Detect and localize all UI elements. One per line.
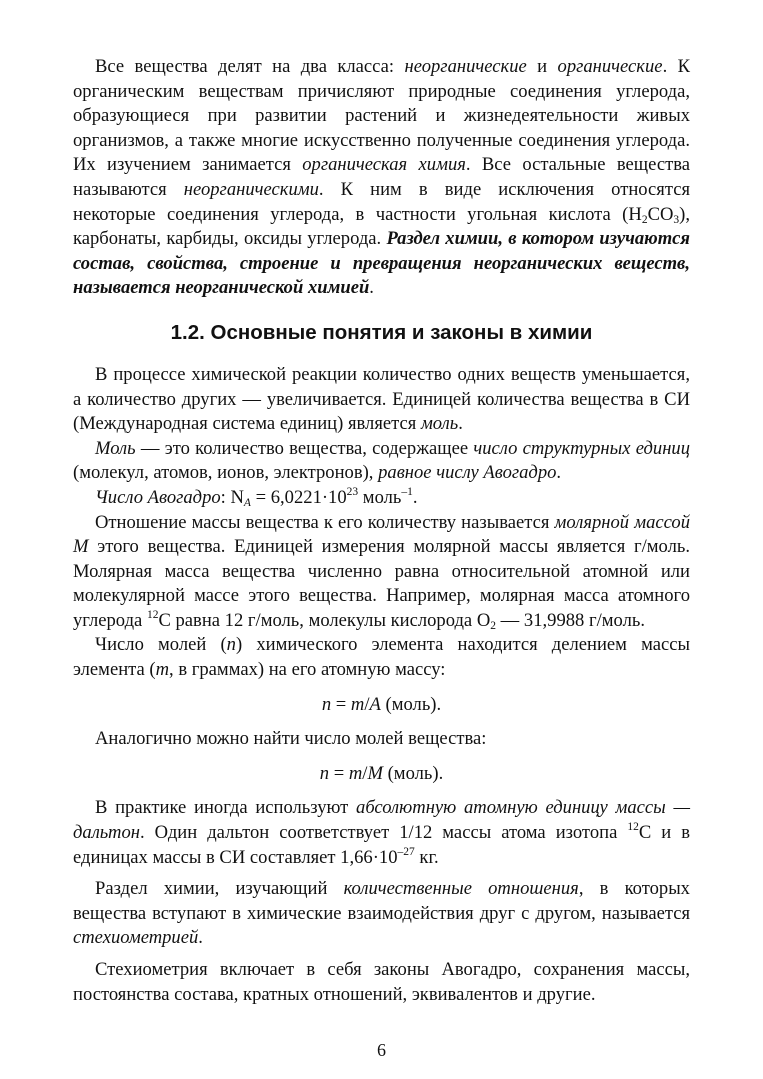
paragraph-moles-substance: Аналогично можно найти число молей вещества:: [95, 728, 487, 750]
definition-bold-italic: Раздел химии, в котором изучаются состав, свойства, строение и превращения неорганических веществ, называется неорганической химией: [73, 228, 690, 299]
text: .: [198, 927, 203, 949]
text: Все вещества делят на два класса:: [95, 56, 405, 77]
text: этого вещества. Единицей измерения молярной массы является г/моль. Молярная масса вещества численно равна относительной атомной или молекулярной массе этого вещества. Например, молярная масса атомного углерода: [73, 536, 690, 631]
subscript: 2: [490, 619, 497, 632]
text: (моль).: [380, 693, 442, 715]
text: ), карбонаты, карбиды, оксиды углерода.: [73, 203, 690, 250]
text: (молекул, атомов, ионов, электронов),: [73, 462, 379, 484]
text: .: [458, 413, 463, 435]
text: — это количество вещества, содержащее: [135, 437, 474, 459]
formula-var: A: [369, 693, 381, 715]
paragraph-molar-mass: [73, 511, 690, 634]
subscript: 3: [673, 213, 680, 226]
text: .: [369, 277, 374, 299]
text: В практике иногда используют: [95, 797, 357, 819]
paragraph-laws: Стехиометрия включает в себя законы Авогадро, сохранения массы, постоянства состава, кратных отношений, эквивалентов и другие.: [73, 959, 690, 1005]
text: моль: [358, 486, 402, 508]
superscript: 12: [146, 608, 159, 621]
text: . Один дальтон соответствует 1/12 массы атома изотопа: [139, 822, 628, 844]
text: В процессе химической реакции количество одних веществ уменьшается, а количество других — увеличивается. Единицей количества вещества в СИ (Международная система единиц) является: [73, 363, 690, 435]
text: /: [362, 762, 368, 784]
formula-var: M: [367, 762, 383, 784]
superscript: 23: [346, 485, 359, 498]
superscript: –1: [401, 485, 413, 498]
page-content: [73, 55, 690, 1007]
paragraph-dalton: [73, 796, 690, 870]
text: C и в единицах массы в СИ составляет 1,66·10: [73, 822, 690, 868]
text-italic: стехиометрией: [73, 927, 199, 949]
section-heading: 1.2. Основные понятия и законы в химии: [170, 320, 593, 344]
paragraph-avogadro: [73, 486, 690, 511]
formula-n-m-a: [73, 693, 690, 718]
text: C равна 12 г/моль, молекулы кислорода O: [158, 609, 491, 631]
formula-var: m: [348, 762, 363, 784]
text: . К органическим веществам причисляют природные соединения углерода, образующиеся при развитии растений и жизнедеятельности живых организмов, а также многие искусственно полученные соединения углерода. Их изучением занимается: [73, 56, 691, 176]
text-italic: органические: [557, 56, 663, 77]
paragraph-mole-definition: [73, 437, 690, 486]
text: Отношение массы вещества к его количеству называется: [95, 511, 555, 533]
text: = 6,0221·10: [250, 486, 347, 508]
text: =: [329, 762, 349, 784]
paragraph-classes: [73, 55, 690, 301]
text: , в которых вещества вступают в химические взаимодействия друг с другом, называется: [73, 878, 690, 924]
text: .: [556, 462, 562, 484]
text-italic: абсолютную атомную единицу массы — дальтон: [73, 797, 690, 844]
text: /: [364, 693, 370, 715]
superscript: –27: [397, 845, 415, 858]
subscript: A: [243, 496, 251, 509]
text: кг.: [414, 846, 439, 868]
text: . К ним в виде исключения относятся некоторые соединения углерода, в частности угольная кислота (H: [73, 178, 690, 225]
text-italic: органическая химия: [302, 154, 466, 176]
superscript: 12: [627, 821, 639, 834]
text: (моль).: [382, 762, 444, 784]
text-italic: число структурных единиц: [473, 437, 691, 459]
formula-var: m: [350, 693, 365, 715]
text-italic: Число Авогадро: [95, 486, 221, 508]
text-italic: равное числу Авогадро: [378, 462, 557, 484]
text: и: [526, 56, 558, 77]
text: , в граммах) на его атомную массу:: [169, 659, 446, 681]
text-italic: Моль: [95, 437, 136, 459]
paragraph-moles-element: [73, 633, 690, 682]
text: . Все остальные вещества называются: [73, 154, 690, 200]
text-italic: неорганическими: [183, 178, 319, 200]
formula-var: n: [321, 693, 332, 715]
text: Число молей (: [95, 634, 227, 656]
formula-n-m-m: [73, 762, 690, 787]
page-number: 6: [377, 1040, 386, 1060]
text: : N: [220, 486, 244, 508]
subscript: 2: [641, 213, 648, 226]
text-italic: моль: [420, 413, 459, 435]
text-italic: неорганические: [404, 56, 527, 77]
text: — 31,9988 г/моль.: [496, 609, 646, 631]
text: =: [331, 693, 351, 715]
paragraph-mole-intro: [73, 363, 690, 437]
text-italic: m: [155, 659, 170, 681]
text: CO: [647, 203, 674, 225]
text-italic: молярной массой M: [73, 511, 691, 558]
text-italic: количественные отношения: [343, 878, 579, 900]
formula-var: n: [319, 762, 330, 784]
text-italic: n: [226, 634, 236, 656]
text: ) химического элемента находится делением массы элемента (: [73, 634, 690, 681]
text: .: [412, 486, 418, 508]
text: Раздел химии, изучающий: [95, 878, 344, 900]
paragraph-stoichiometry: [73, 877, 690, 951]
